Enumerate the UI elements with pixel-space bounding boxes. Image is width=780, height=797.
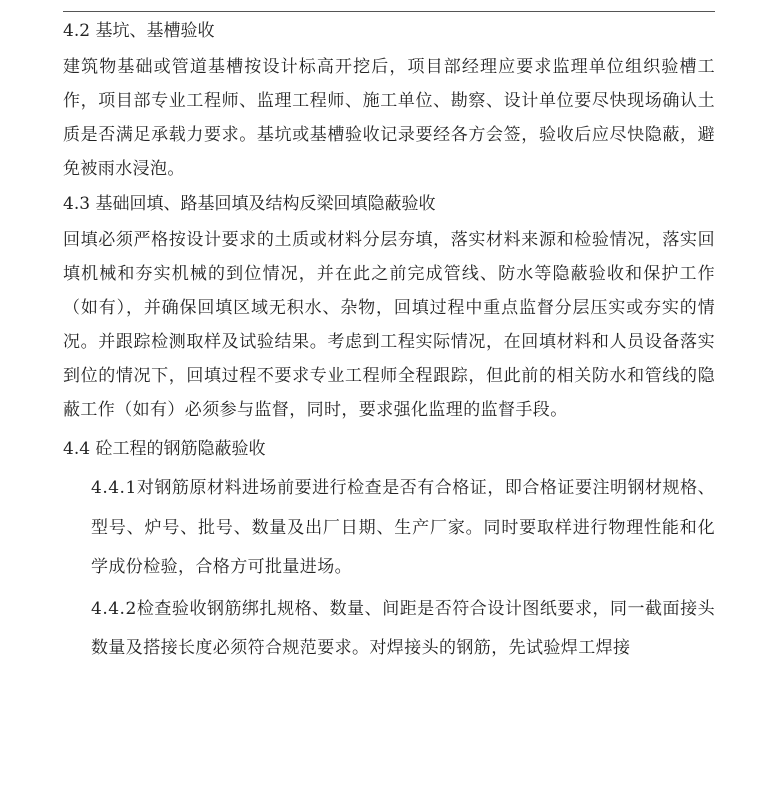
header-rule [63,11,715,12]
subsection-text: 检查验收钢筋绑扎规格、数量、间距是否符合设计图纸要求，同一截面接头数量及搭接长度必须符合规范要求。对焊接头的钢筋，先试验焊工焊接 [91,598,715,658]
section-4-3 [63,188,715,427]
subsection-number: 4.4.1 [91,478,137,498]
section-heading: 4.3 基础回填、路基回填及结构反梁回填隐蔽验收 [63,194,436,214]
subsection-number: 4.4.2 [91,598,137,619]
section-paragraph: 回填必须严格按设计要求的土质或材料分层夯填，落实材料来源和检验情况，落实回填机械和夯实机械的到位情况，并在此之前完成管线、防水等隐蔽验收和保护工作（如有），并确保回填区域无积水、杂物，回填过程中重点监督分层压实或夯实的情况。并跟踪检测取样及试验结果。考虑到工程实际情况，在回填材料和人员设备落实到位的情况下，回填过程不要求专业工程师全程跟踪，但此前的相关防水和管线的隐蔽工作（如有）必须参与监督，同时，要求强化监理的监督手段。 [63,230,715,420]
section-4-4 [63,433,715,669]
subsection-4-4-1 [63,469,715,588]
subsection-text: 对钢筋原材料进场前要进行检查是否有合格证，即合格证要注明钢材规格、型号、炉号、批号、数量及出厂日期、生产厂家。同时要取样进行物理性能和化学成份检验，合格方可批量进场。 [91,478,715,577]
section-4-2 [63,15,715,186]
section-heading: 4.2 基坑、基槽验收 [63,21,215,41]
section-paragraph: 建筑物基础或管道基槽按设计标高开挖后，项目部经理应要求监理单位组织验槽工作，项目部专业工程师、监理工程师、施工单位、勘察、设计单位要尽快现场确认土质是否满足承载力要求。基坑或基槽验收记录要经各方会签，验收后应尽快隐蔽，避免被雨水浸泡。 [63,57,715,179]
document-body [63,15,715,669]
section-heading: 4.4 砼工程的钢筋隐蔽验收 [63,439,266,459]
subsection-4-4-2 [63,590,715,669]
